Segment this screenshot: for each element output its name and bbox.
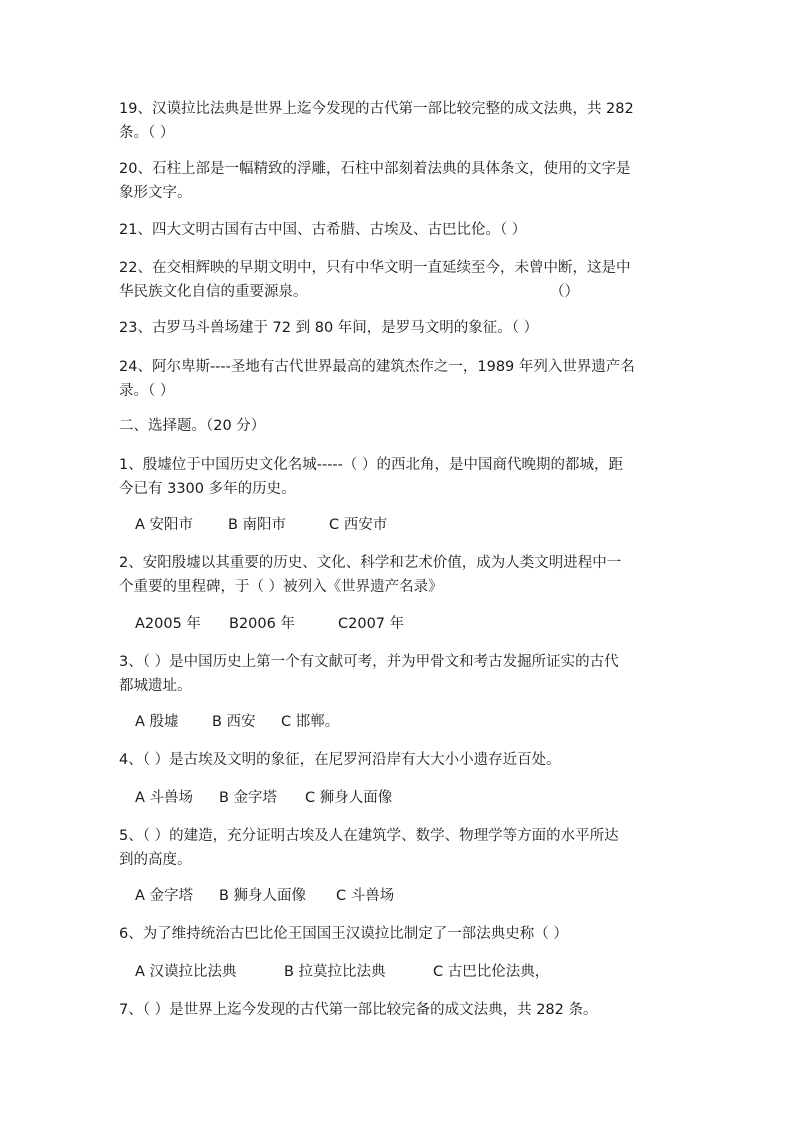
choice-7-line-1: 7、（ ）是世界上迄今发现的古代第一部比较完备的成文法典，共 282 条。 bbox=[119, 1002, 598, 1018]
choice-4-option-a: A 斗兽场 bbox=[135, 790, 194, 806]
question-24-line-2: 录。（ ） bbox=[119, 383, 175, 399]
question-21-line-1: 21、四大文明古国有古中国、古希腊、古埃及、古巴比伦。（ ） bbox=[119, 222, 527, 238]
question-19-line-1: 19、汉谟拉比法典是世界上迄今发现的古代第一部比较完整的成文法典，共 282 bbox=[119, 101, 634, 117]
choice-5-option-a: A 金字塔 bbox=[135, 888, 194, 904]
choice-1-line-2: 今已有 3300 多年的历史。 bbox=[119, 481, 296, 497]
question-19-line-2: 条。（ ） bbox=[119, 125, 175, 141]
choice-2-line-2: 个重要的里程碑，于（ ）被列入《世界遗产名录》 bbox=[119, 579, 443, 595]
choice-question-1 bbox=[119, 453, 679, 501]
choice-4-line-1: 4、（ ）是古埃及文明的象征，在尼罗河沿岸有大大小小遗存近百处。 bbox=[119, 752, 561, 768]
choice-2-option-a: A2005 年 bbox=[135, 616, 201, 632]
question-23 bbox=[119, 316, 679, 340]
question-20 bbox=[119, 157, 679, 205]
question-24-line-1: 24、阿尔卑斯----圣地有古代世界最高的建筑杰作之一，1989 年列入世界遗产名 bbox=[119, 359, 635, 375]
question-21 bbox=[119, 218, 679, 242]
choice-2-option-b: B2006 年 bbox=[229, 616, 295, 632]
choice-6-option-c: C 古巴比伦法典， bbox=[433, 964, 550, 980]
choice-question-7 bbox=[119, 998, 679, 1022]
choice-3-option-b: B 西安 bbox=[212, 714, 256, 730]
choice-1-options bbox=[135, 513, 387, 537]
question-20-line-1: 20、石柱上部是一幅精致的浮雕，石柱中部刻着法典的具体条文，使用的文字是 bbox=[119, 161, 631, 177]
question-22 bbox=[119, 256, 679, 304]
choice-question-4 bbox=[119, 748, 679, 772]
choice-4-option-c: C 狮身人面像 bbox=[305, 790, 393, 806]
choice-3-line-1: 3、（ ）是中国历史上第一个有文献可考，并为甲骨文和考古发掘所证实的古代 bbox=[119, 654, 619, 670]
question-24 bbox=[119, 355, 679, 403]
choice-5-line-1: 5、（ ）的建造，充分证明古埃及人在建筑学、数学、物理学等方面的水平所达 bbox=[119, 828, 619, 844]
choice-6-option-a: A 汉谟拉比法典 bbox=[135, 964, 237, 980]
choice-1-option-c: C 西安市 bbox=[329, 517, 388, 533]
choice-2-options bbox=[135, 612, 404, 636]
choice-1-line-1: 1、殷墟位于中国历史文化名城-----（ ）的西北角，是中国商代晚期的都城，距 bbox=[119, 457, 623, 473]
section-title-choice bbox=[119, 414, 679, 438]
question-19 bbox=[119, 97, 679, 145]
choice-5-option-b: B 狮身人面像 bbox=[219, 888, 307, 904]
choice-question-3 bbox=[119, 650, 679, 698]
choice-3-options bbox=[135, 710, 339, 734]
choice-6-options bbox=[135, 960, 549, 984]
choice-question-2 bbox=[119, 551, 679, 599]
choice-4-option-b: B 金字塔 bbox=[219, 790, 278, 806]
section-title-text: 二、选择题。（20 分） bbox=[119, 418, 266, 434]
choice-5-option-c: C 斗兽场 bbox=[336, 888, 395, 904]
question-22-answer-blank: （） bbox=[550, 284, 579, 300]
choice-2-line-1: 2、安阳殷墟以其重要的历史、文化、科学和艺术价值，成为人类文明进程中一 bbox=[119, 555, 622, 571]
question-23-line-1: 23、古罗马斗兽场建于 72 到 80 年间，是罗马文明的象征。（ ） bbox=[119, 320, 539, 336]
question-22-line-2 bbox=[119, 280, 679, 304]
question-20-line-2: 象形文字。 bbox=[119, 185, 192, 201]
choice-6-option-b: B 拉莫拉比法典 bbox=[284, 964, 386, 980]
question-22-line-1: 22、在交相辉映的早期文明中，只有中华文明一直延续至今，未曾中断，这是中 bbox=[119, 260, 631, 276]
choice-4-options bbox=[135, 786, 392, 810]
choice-3-line-2: 都城遗址。 bbox=[119, 678, 192, 694]
choice-5-line-2: 到的高度。 bbox=[119, 852, 192, 868]
choice-question-6 bbox=[119, 922, 679, 946]
choice-1-option-a: A 安阳市 bbox=[135, 517, 194, 533]
choice-5-options bbox=[135, 884, 394, 908]
question-22-line-2-text: 华民族文化自信的重要源泉。 bbox=[119, 284, 308, 300]
choice-3-option-a: A 殷墟 bbox=[135, 714, 179, 730]
choice-1-option-b: B 南阳市 bbox=[228, 517, 287, 533]
choice-6-line-1: 6、为了维持统治古巴比伦王国国王汉谟拉比制定了一部法典史称（ ） bbox=[119, 926, 568, 942]
choice-question-5 bbox=[119, 824, 679, 872]
choice-2-option-c: C2007 年 bbox=[338, 616, 405, 632]
choice-3-option-c: C 邯郸。 bbox=[281, 714, 340, 730]
